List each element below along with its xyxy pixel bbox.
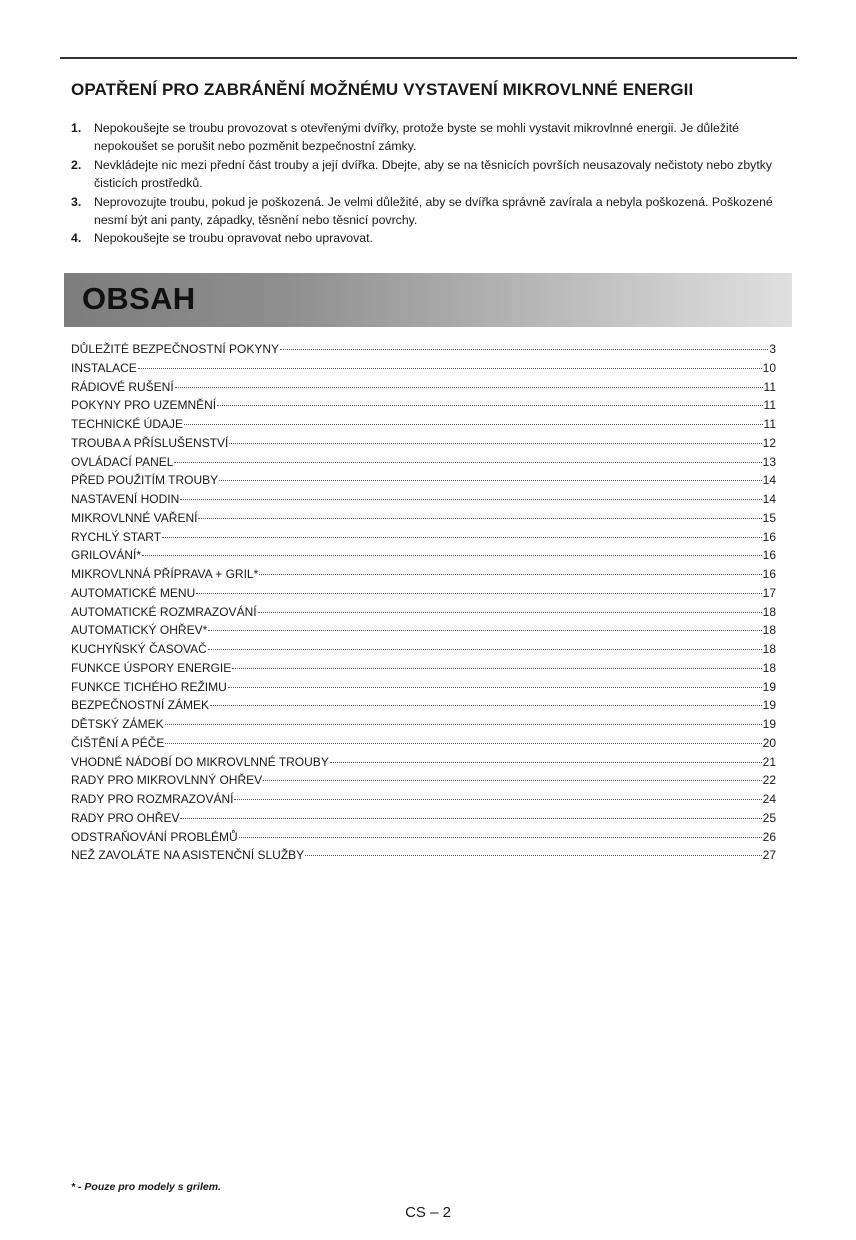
warning-item-number: 2. xyxy=(71,157,82,172)
toc-entry-title: RADY PRO ROZMRAZOVÁNÍ xyxy=(71,792,234,806)
toc-entry-title: ČIŠTĚNÍ A PÉČE xyxy=(71,735,165,750)
toc-entry-title: POKYNY PRO UZEMNĚNÍ xyxy=(71,398,217,413)
toc-dot-leader xyxy=(208,630,761,631)
toc-entry-title: RADY PRO OHŘEV xyxy=(71,810,180,825)
toc-dot-leader xyxy=(162,537,762,538)
toc-entry-title: OVLÁDACÍ PANEL xyxy=(71,454,174,469)
toc-entry-page: 19 xyxy=(762,717,776,731)
toc-entry[interactable] xyxy=(71,359,776,378)
toc-entry-page: 17 xyxy=(762,585,776,600)
toc-entry-page: 3 xyxy=(769,342,776,356)
toc-entry[interactable] xyxy=(71,659,776,678)
toc-entry[interactable] xyxy=(71,509,776,528)
warning-item xyxy=(71,119,781,156)
toc-entry-title: AUTOMATICKÉ ROZMRAZOVÁNÍ xyxy=(71,604,257,619)
toc-entry-title: RADY PRO MIKROVLNNÝ OHŘEV xyxy=(71,773,263,788)
toc-entry[interactable] xyxy=(71,490,776,509)
toc-entry[interactable] xyxy=(71,546,776,565)
toc-dot-leader xyxy=(280,349,768,350)
toc-entry[interactable] xyxy=(71,453,776,472)
toc-entry-page: 27 xyxy=(762,848,776,863)
contents-heading: OBSAH xyxy=(82,281,196,316)
toc-entry[interactable] xyxy=(71,846,776,865)
toc-entry-page: 11 xyxy=(763,379,776,394)
toc-entry-title: DĚTSKÝ ZÁMEK xyxy=(71,717,164,731)
toc-entry-title: MIKROVLNNÉ VAŘENÍ xyxy=(71,510,198,525)
toc-dot-leader xyxy=(210,705,762,706)
toc-entry-title: PŘED POUŽITÍM TROUBY xyxy=(71,473,219,488)
toc-entry-page: 25 xyxy=(762,810,776,825)
toc-entry[interactable] xyxy=(71,734,776,753)
toc-entry-title: VHODNÉ NÁDOBÍ DO MIKROVLNNÉ TROUBY xyxy=(71,754,329,769)
toc-dot-leader xyxy=(232,668,761,669)
table-of-contents xyxy=(71,340,776,865)
toc-dot-leader xyxy=(228,687,762,688)
warning-item xyxy=(71,193,781,230)
toc-entry-page: 16 xyxy=(762,548,776,563)
toc-dot-leader xyxy=(180,499,761,500)
toc-dot-leader xyxy=(217,405,762,406)
toc-dot-leader xyxy=(208,649,762,650)
toc-entry-page: 10 xyxy=(762,360,776,375)
toc-entry-title: AUTOMATICKÝ OHŘEV* xyxy=(71,623,208,638)
toc-entry-page: 13 xyxy=(762,454,776,469)
page-number: CS – 2 xyxy=(405,1204,451,1221)
toc-entry-title: RÁDIOVÉ RUŠENÍ xyxy=(71,379,174,394)
toc-entry-title: TROUBA A PŘÍSLUŠENSTVÍ xyxy=(71,435,229,450)
toc-entry-page: 11 xyxy=(763,398,776,413)
toc-entry-title: RYCHLÝ START xyxy=(71,529,162,544)
toc-dot-leader xyxy=(175,387,763,388)
toc-entry-page: 18 xyxy=(762,604,776,619)
toc-dot-leader xyxy=(142,555,762,556)
toc-entry-page: 14 xyxy=(762,492,776,506)
warning-item-number: 3. xyxy=(71,194,82,209)
toc-dot-leader xyxy=(330,762,762,763)
toc-dot-leader xyxy=(180,818,761,819)
toc-dot-leader xyxy=(305,855,761,856)
toc-entry[interactable] xyxy=(71,396,776,415)
toc-entry[interactable] xyxy=(71,790,776,809)
toc-entry-page: 14 xyxy=(762,473,776,488)
warning-item xyxy=(71,229,781,247)
toc-entry[interactable] xyxy=(71,584,776,603)
toc-entry-title: FUNKCE ÚSPORY ENERGIE xyxy=(71,660,232,675)
contents-heading-band xyxy=(64,273,792,327)
toc-dot-leader xyxy=(174,462,761,463)
toc-entry[interactable] xyxy=(71,565,776,584)
toc-entry[interactable] xyxy=(71,603,776,622)
warning-item-text: Nepokoušejte se troubu provozovat s otevřenými dvířky, protože byste se mohli vystavit mikrovlnné energii. Je důležité nepokoušet se porušit nebo pozměnit bezpečnostní zámky. xyxy=(94,121,739,154)
toc-entry-page: 21 xyxy=(762,754,776,769)
toc-entry[interactable] xyxy=(71,621,776,640)
toc-dot-leader xyxy=(239,837,762,838)
toc-entry-page: 18 xyxy=(762,623,776,638)
toc-entry[interactable] xyxy=(71,753,776,772)
toc-entry[interactable] xyxy=(71,715,776,734)
toc-entry[interactable] xyxy=(71,434,776,453)
toc-dot-leader xyxy=(263,780,761,781)
toc-dot-leader xyxy=(234,799,761,800)
toc-entry-page: 22 xyxy=(762,773,776,788)
toc-entry-page: 19 xyxy=(762,679,776,694)
toc-entry-title: KUCHYŇSKÝ ČASOVAČ xyxy=(71,642,207,656)
toc-entry-title: DŮLEŽITÉ BEZPEČNOSTNÍ POKYNY xyxy=(71,342,280,356)
warning-item-number: 4. xyxy=(71,231,82,246)
toc-entry[interactable] xyxy=(71,809,776,828)
toc-entry-page: 20 xyxy=(762,735,776,750)
toc-entry-title: INSTALACE xyxy=(71,360,137,375)
warning-item-number: 1. xyxy=(71,121,82,135)
toc-entry-page: 12 xyxy=(762,435,776,450)
toc-entry-page: 16 xyxy=(762,567,776,581)
warning-item-text: Neprovozujte troubu, pokud je poškozená. Je velmi důležité, aby se dvířka správně zavírala a nebyla poškozená. Poškozené nesmí být ani panty, západky, těsnění nebo těsnicí povrchy. xyxy=(94,194,773,228)
toc-entry-page: 11 xyxy=(763,417,776,431)
toc-entry-page: 18 xyxy=(762,660,776,675)
toc-entry[interactable] xyxy=(71,528,776,547)
toc-dot-leader xyxy=(258,612,762,613)
footnote: * - Pouze pro modely s grilem. xyxy=(71,1181,221,1193)
toc-entry-title: TECHNICKÉ ÚDAJE xyxy=(71,417,184,431)
toc-dot-leader xyxy=(184,424,763,425)
toc-dot-leader xyxy=(219,480,762,481)
toc-dot-leader xyxy=(165,743,761,744)
toc-entry[interactable] xyxy=(71,340,776,359)
warning-item-text: Nevkládejte nic mezi přední část trouby a její dvířka. Dbejte, aby se na těsnicích površích neusazovaly nečistoty nebo zbytky čisticích prostředků. xyxy=(94,157,773,191)
toc-dot-leader xyxy=(138,368,762,369)
toc-entry-page: 24 xyxy=(762,792,776,806)
toc-entry-title: NEŽ ZAVOLÁTE NA ASISTENČNÍ SLUŽBY xyxy=(71,848,305,863)
toc-entry-page: 19 xyxy=(762,698,776,713)
toc-entry[interactable] xyxy=(71,828,776,847)
toc-entry-title: GRILOVÁNÍ* xyxy=(71,548,142,563)
toc-entry[interactable] xyxy=(71,696,776,715)
toc-dot-leader xyxy=(229,443,761,444)
toc-entry[interactable] xyxy=(71,640,776,659)
top-divider xyxy=(60,57,797,59)
toc-entry-title: MIKROVLNNÁ PŘÍPRAVA + GRIL* xyxy=(71,567,259,581)
toc-entry-title: ODSTRAŇOVÁNÍ PROBLÉMŮ xyxy=(71,829,238,844)
toc-entry-title: FUNKCE TICHÉHO REŽIMU xyxy=(71,679,227,694)
toc-entry[interactable] xyxy=(71,415,776,434)
toc-entry-title: AUTOMATICKÉ MENU xyxy=(71,585,196,600)
toc-entry-page: 18 xyxy=(762,642,776,656)
warning-item-text: Nepokoušejte se troubu opravovat nebo upravovat. xyxy=(94,231,373,246)
toc-dot-leader xyxy=(198,518,761,519)
warning-list xyxy=(71,119,781,248)
toc-entry[interactable] xyxy=(71,678,776,697)
toc-dot-leader xyxy=(259,574,761,575)
toc-entry-page: 26 xyxy=(762,829,776,844)
toc-entry[interactable] xyxy=(71,771,776,790)
warning-heading: OPATŘENÍ PRO ZABRÁNĚNÍ MOŽNÉMU VYSTAVENÍ MIKROVLNNÉ ENERGII xyxy=(71,80,694,99)
toc-entry-title: BEZPEČNOSTNÍ ZÁMEK xyxy=(71,698,210,713)
toc-entry-page: 16 xyxy=(762,529,776,544)
toc-dot-leader xyxy=(165,724,762,725)
toc-entry-page: 15 xyxy=(762,510,776,525)
toc-dot-leader xyxy=(196,593,761,594)
toc-entry-title: NASTAVENÍ HODIN xyxy=(71,492,180,506)
toc-entry[interactable] xyxy=(71,378,776,397)
warning-item xyxy=(71,156,781,193)
toc-entry[interactable] xyxy=(71,471,776,490)
